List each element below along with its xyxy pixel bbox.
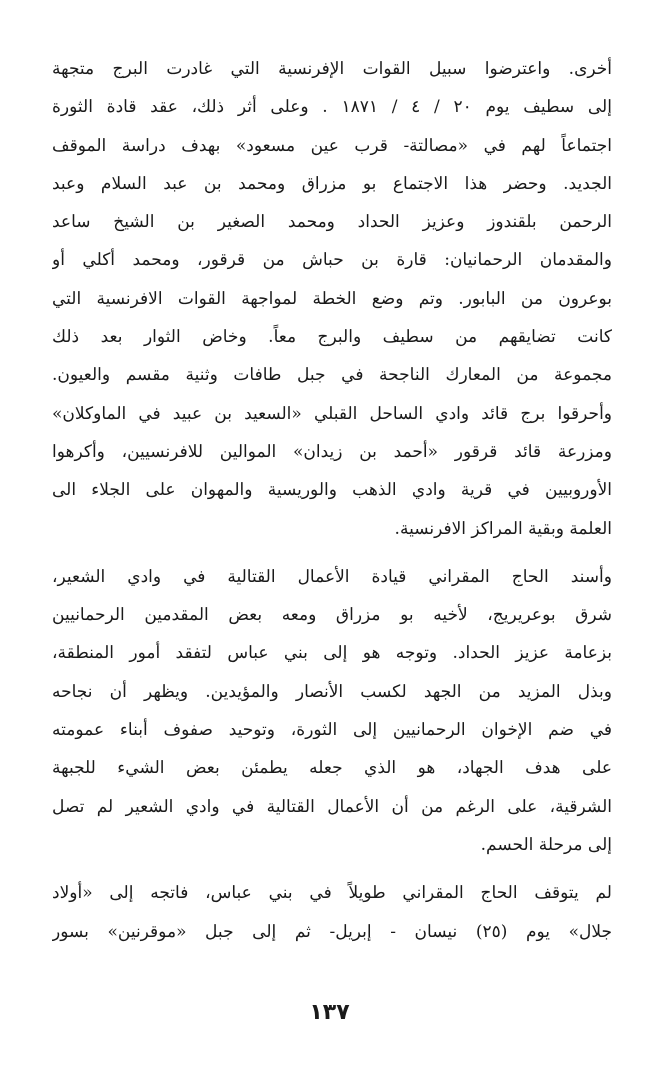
paragraph-2 — [52, 558, 612, 864]
text-line: شرق بوعريريج، لأخيه بو مزراق ومعه بعض المقدمين الرحمانيين — [52, 605, 612, 626]
text-line: مجموعة من المعارك الناجحة في جبل طافات وثنية مقسم والعيون. — [52, 365, 612, 386]
paragraph-spacer — [52, 548, 612, 558]
text-line: بزعامة عزيز الحداد. وتوجه هو إلى بني عباس لتفقد أمور المنطقة، — [52, 643, 612, 664]
text-line: كانت تضايقهم من سطيف والبرج معاً. وخاض الثوار بعد ذلك — [52, 327, 612, 348]
text-line: اجتماعاً لهم في «مصالتة- قرب عين مسعود» بهدف دراسة الموقف — [52, 135, 612, 156]
text-line: على هدف الجهاد، هو الذي جعله يطمئن بعض الشيء للجبهة — [52, 758, 612, 779]
text-line: وبذل المزيد من الجهد لكسب الأنصار والمؤيدين. ويظهر أن نجاحه — [52, 681, 612, 702]
paragraph-1 — [52, 50, 612, 548]
text-line: الجديد. وحضر هذا الاجتماع بو مزراق ومحمد بن عبد السلام وعبد — [52, 173, 612, 194]
paragraph-spacer — [52, 864, 612, 874]
text-line: بوعرون من البابور. وتم وضع الخطة لمواجهة القوات الافرنسية التي — [52, 288, 612, 309]
text-line: الرحمن بلقندوز وعزيز الحداد ومحمد الصغير بن الشيخ ساعد — [52, 212, 612, 233]
text-line: إلى سطيف يوم ٢٠ / ٤ / ١٨٧١ . وعلى أثر ذلك، عقد قادة الثورة — [52, 97, 612, 118]
text-body — [52, 50, 612, 951]
text-line: وأحرقوا برج قائد وادي الساحل القبلي «السعيد بن عبيد في الماوكلان» — [52, 403, 612, 424]
text-line: وأسند الحاج المقراني قيادة الأعمال القتالية في وادي الشعير، — [52, 566, 612, 587]
text-line: أخرى. واعترضوا سبيل القوات الإفرنسية التي غادرت البرج متجهة — [52, 59, 612, 79]
paragraph-3 — [52, 874, 612, 951]
page-number: ١٣٧ — [309, 1000, 350, 1025]
text-line: جلال» يوم (٢٥) نيسان - إبريل- ثم إلى جبل «موقرنين» بسور — [52, 921, 612, 942]
text-line: ومزرعة قائد قرقور «أحمد بن زيدان» الموالين للافرنسيين، وأكرهوا — [52, 441, 612, 462]
text-line: الأوروبيين في قرية وادي الذهب والوريسية والمهوان على الجلاء الى — [52, 480, 612, 501]
text-line: الشرقية، على الرغم من أن الأعمال القتالية في وادي الشعير لم تصل — [52, 796, 612, 817]
text-line: في ضم الإخوان الرحمانيين إلى الثورة، وتوحيد صفوف أبناء عمومته — [52, 720, 612, 741]
text-line: والمقدمان الرحمانيان: قارة بن حباش من قرقور، ومحمد أكلي أو — [52, 250, 612, 271]
text-line: العلمة وبقية المراكز الافرنسية. — [394, 518, 612, 539]
text-line: لم يتوقف الحاج المقراني طويلاً في بني عباس، فاتجه إلى «أولاد — [52, 883, 612, 904]
text-line: إلى مرحلة الحسم. — [480, 834, 612, 855]
